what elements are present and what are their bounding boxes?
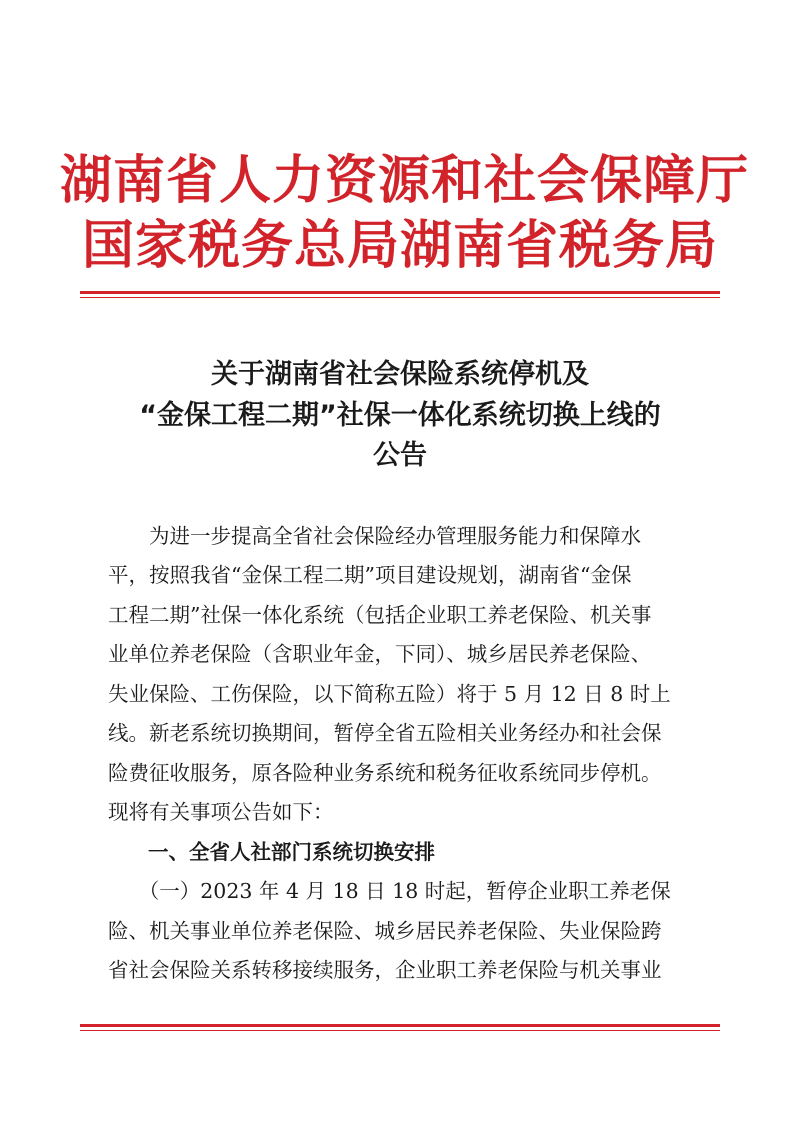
body-line: 业单位养老保险（含职业年金，下同）、城乡居民养老保险、 <box>108 642 652 666</box>
letterhead-line-2: 国家税务总局湖南省税务局 <box>81 216 718 276</box>
letterhead-divider-thin <box>80 297 720 298</box>
section-heading-1: 一、全省人社部门系统切换安排 <box>148 840 435 864</box>
body-line: 为进一步提高全省社会保险经办管理服务能力和保障水 <box>108 524 641 548</box>
body-line: 险费征收服务，原各险种业务系统和税务征收系统同步停机。 <box>108 761 662 785</box>
body-line: 失业保险、工伤保险，以下简称五险）将于 5 月 12 日 8 时上 <box>108 682 671 706</box>
body-line: 省社会保险关系转移接续服务，企业职工养老保险与机关事业 <box>108 958 662 982</box>
body-line: 线。新老系统切换期间，暂停全省五险相关业务经办和社会保 <box>108 721 662 745</box>
body-line: 险、机关事业单位养老保险、城乡居民养老保险、失业保险跨 <box>108 919 662 943</box>
document-title-line-2: “金保工程二期”社保一体化系统切换上线的 <box>139 400 661 431</box>
body-line: （一）2023 年 4 月 18 日 18 时起，暂停企业职工养老保 <box>108 879 671 903</box>
letterhead-line-1: 湖南省人力资源和社会保障厅 <box>60 151 750 211</box>
footer-divider-thick <box>80 1024 720 1027</box>
document-title-line-1: 关于湖南省社会保险系统停机及 <box>211 359 589 390</box>
body-line: 现将有关事项公告如下： <box>108 800 334 824</box>
body-line: 工程二期”社保一体化系统（包括企业职工养老保险、机关事 <box>108 603 652 627</box>
body-line: 平，按照我省“金保工程二期”项目建设规划，湖南省“金保 <box>108 563 632 587</box>
document-title-line-3: 公告 <box>373 440 427 471</box>
footer-divider-thin <box>80 1030 720 1031</box>
letterhead-divider-thick <box>80 291 720 294</box>
